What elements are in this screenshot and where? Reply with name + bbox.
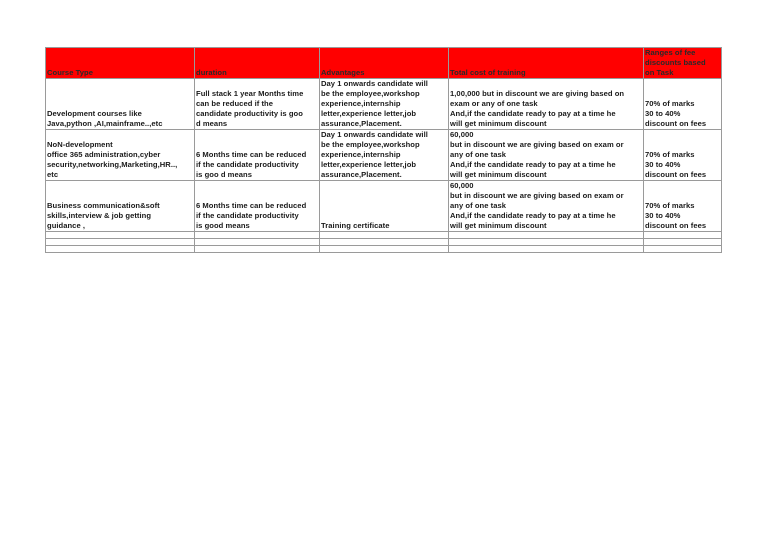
- empty-cell: [320, 232, 449, 239]
- header-duration: duration: [195, 48, 320, 79]
- cell-course-type: Development courses like Java,python ,AI,mainframe..,etc: [46, 79, 195, 130]
- table-row: [46, 130, 722, 181]
- empty-cell: [320, 246, 449, 253]
- empty-cell: [449, 239, 644, 246]
- header-course-type: Course Type: [46, 48, 195, 79]
- empty-cell: [644, 246, 722, 253]
- empty-cell: [449, 232, 644, 239]
- cell-advantages: Training certificate: [320, 181, 449, 232]
- empty-cell: [195, 239, 320, 246]
- cell-fee-ranges: 70% of marks 30 to 40% discount on fees: [644, 79, 722, 130]
- table-row: [46, 181, 722, 232]
- cell-total-cost: 60,000 but in discount we are giving based on exam or any of one task And,if the candidate ready to pay at a time he will get minimum discount: [449, 130, 644, 181]
- cell-total-cost: 1,00,000 but in discount we are giving based on exam or any of one task And,if the candidate ready to pay at a time he will get minimum discount: [449, 79, 644, 130]
- cell-advantages: Day 1 onwards candidate will be the employee,workshop experience,internship letter,experience letter,job assurance,Placement.: [320, 79, 449, 130]
- empty-cell: [46, 239, 195, 246]
- header-advantages: Advantages: [320, 48, 449, 79]
- header-fee-ranges: Ranges of fee discounts based on Task: [644, 48, 722, 79]
- empty-row: [46, 239, 722, 246]
- cell-duration: Full stack 1 year Months time can be reduced if the candidate productivity is goo d means: [195, 79, 320, 130]
- spreadsheet-page: [45, 47, 722, 253]
- header-total-cost: Total cost of training: [449, 48, 644, 79]
- empty-cell: [46, 232, 195, 239]
- empty-cell: [449, 246, 644, 253]
- empty-cell: [195, 232, 320, 239]
- cell-duration: 6 Months time can be reduced if the candidate productivity is good means: [195, 181, 320, 232]
- cell-fee-ranges: 70% of marks 30 to 40% discount on fees: [644, 181, 722, 232]
- empty-cell: [46, 246, 195, 253]
- cell-fee-ranges: 70% of marks 30 to 40% discount on fees: [644, 130, 722, 181]
- empty-cell: [195, 246, 320, 253]
- empty-row: [46, 246, 722, 253]
- cell-course-type: Business communication&soft skills,interview & job getting guidance ,: [46, 181, 195, 232]
- course-fee-table: [45, 47, 722, 253]
- empty-row: [46, 232, 722, 239]
- cell-total-cost: 60,000 but in discount we are giving based on exam or any of one task And,if the candidate ready to pay at a time he will get minimum discount: [449, 181, 644, 232]
- cell-course-type: NoN-development office 365 administration,cyber security,networking,Marketing,HR.., etc: [46, 130, 195, 181]
- empty-cell: [644, 239, 722, 246]
- empty-cell: [320, 239, 449, 246]
- table-row: [46, 79, 722, 130]
- empty-cell: [644, 232, 722, 239]
- cell-duration: 6 Months time can be reduced if the candidate productivity is goo d means: [195, 130, 320, 181]
- cell-advantages: Day 1 onwards candidate will be the employee,workshop experience,internship letter,experience letter,job assurance,Placement.: [320, 130, 449, 181]
- header-row: [46, 48, 722, 79]
